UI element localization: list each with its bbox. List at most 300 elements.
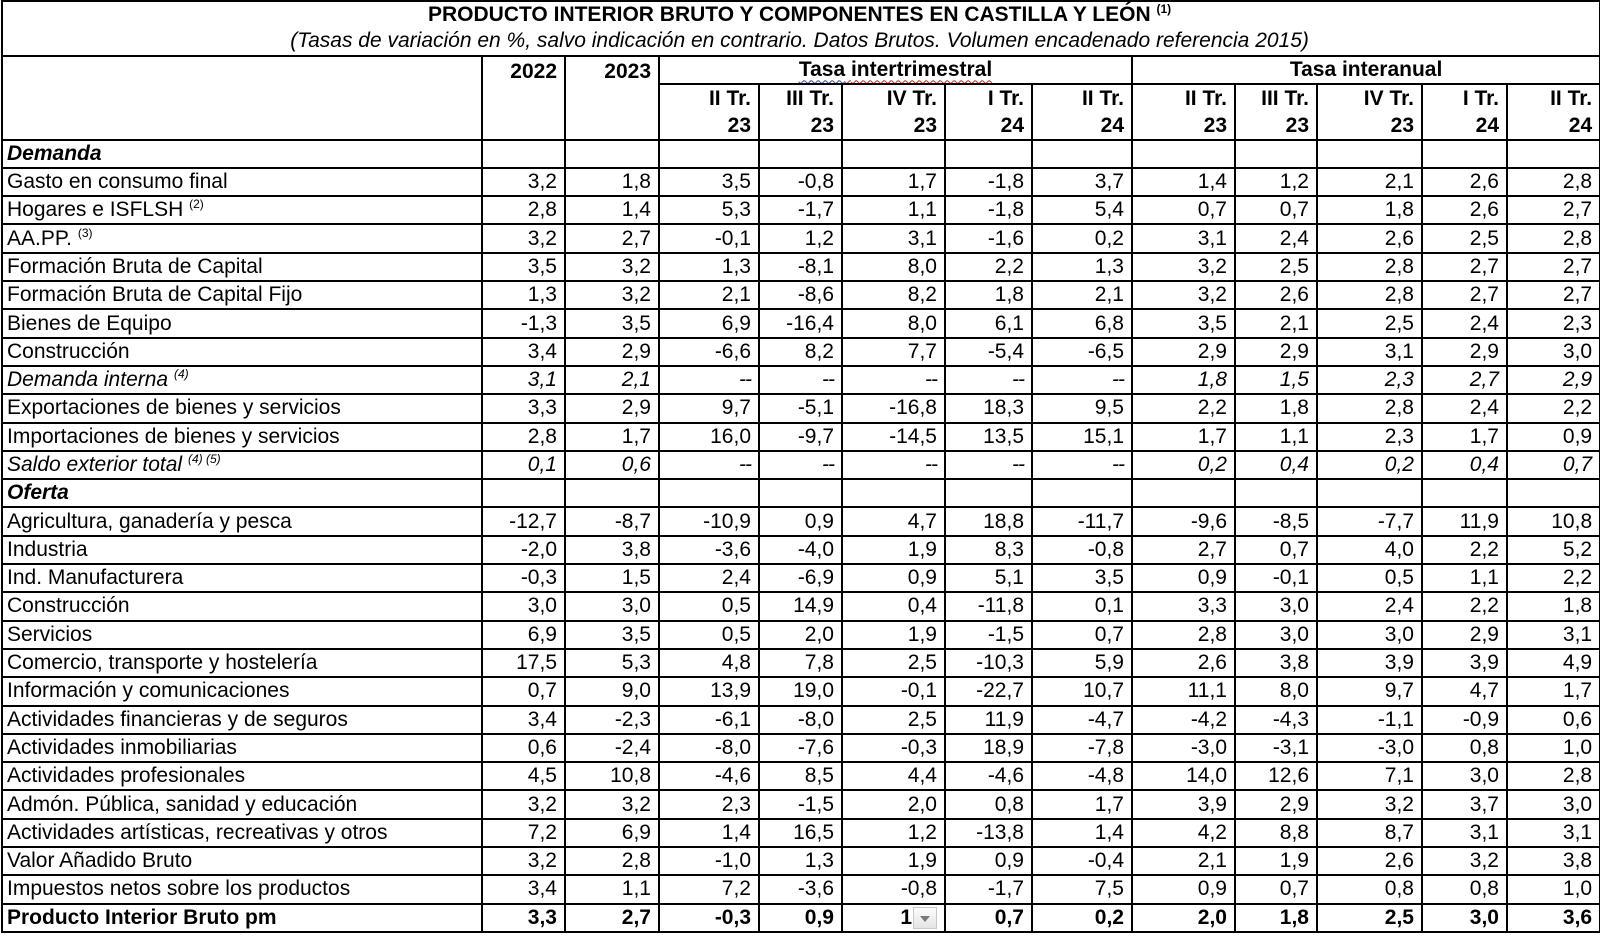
value-cell: [1132, 734, 1235, 762]
value-cell: [659, 168, 759, 196]
value-cell: [945, 649, 1032, 677]
value-text: 3,0: [1562, 339, 1593, 363]
value-cell: [759, 224, 842, 252]
value-text: 1,8: [1562, 594, 1593, 618]
value-text: 5,9: [1094, 651, 1124, 675]
table-row: [2, 423, 1600, 451]
value-cell: [1132, 649, 1235, 677]
value-text: -4,8: [1087, 764, 1124, 788]
value-cell: [1235, 168, 1317, 196]
value-text: --: [1112, 453, 1124, 476]
value-cell: [759, 253, 842, 281]
value-cell: [1032, 423, 1132, 451]
value-text: 1,9: [907, 849, 937, 873]
value-cell: [1235, 281, 1317, 309]
value-cell: [759, 168, 842, 196]
value-text: 3,1: [1562, 820, 1593, 844]
value-cell: [1317, 196, 1422, 224]
value-text: 2,6: [1469, 198, 1499, 222]
value-cell: [1235, 224, 1317, 252]
quarter-label: I Tr.: [987, 86, 1024, 110]
value-cell: [482, 592, 565, 620]
value-text: 4,9: [1562, 651, 1593, 675]
row-label: [2, 224, 482, 252]
value-text: 3,4: [527, 877, 557, 901]
value-text: -16,4: [786, 311, 834, 335]
value-text: 2,0: [907, 792, 937, 816]
value-cell: [482, 847, 565, 875]
value-cell: [1507, 196, 1600, 224]
row-label: [2, 196, 482, 224]
value-cell: [659, 394, 759, 422]
value-cell: [565, 168, 659, 196]
value-cell: [1317, 451, 1422, 479]
value-cell: [842, 168, 945, 196]
value-text: 3,0: [1562, 792, 1593, 816]
value-cell: [1032, 790, 1132, 818]
value-cell: [1032, 338, 1132, 366]
value-text: 2,9: [621, 396, 651, 420]
value-cell: [759, 309, 842, 337]
value-text: 2,4: [1469, 311, 1499, 335]
value-text: -4,0: [797, 537, 834, 561]
value-text: --: [822, 453, 834, 476]
value-text: 0,9: [994, 849, 1024, 873]
value-cell: [1032, 734, 1132, 762]
value-text: -6,6: [714, 339, 751, 363]
row-label-text: Comercio, transporte y hostelería: [7, 651, 318, 675]
table-row: [2, 196, 1600, 224]
value-text: 3,1: [1197, 226, 1227, 250]
row-label: [2, 479, 482, 507]
row-label: [2, 790, 482, 818]
quarter-label: I Tr.: [1462, 86, 1499, 110]
value-text: 3,0: [1384, 622, 1414, 646]
table-row: [2, 281, 1600, 309]
row-label: [2, 564, 482, 592]
header-group-row: [2, 56, 1600, 84]
value-cell: [945, 479, 1032, 507]
value-text: 7,5: [1094, 877, 1124, 901]
value-cell: [565, 677, 659, 705]
value-cell: [759, 875, 842, 903]
value-cell: [659, 479, 759, 507]
value-cell: [1422, 592, 1507, 620]
value-text: 12,6: [1268, 764, 1309, 788]
value-text: -10,9: [703, 509, 751, 533]
value-text: 0,8: [1384, 877, 1414, 901]
value-text: 3,7: [1469, 792, 1499, 816]
value-text: -4,6: [987, 764, 1024, 788]
value-text: 2,8: [1197, 622, 1227, 646]
value-cell: [945, 281, 1032, 309]
value-cell: [1507, 790, 1600, 818]
value-cell: [1422, 536, 1507, 564]
value-text: 5,2: [1562, 537, 1593, 561]
value-cell: [565, 649, 659, 677]
header-quarter-interanual-4: [1507, 84, 1600, 140]
value-text: 1,5: [1279, 368, 1309, 392]
value-cell: [1507, 479, 1600, 507]
table-row: [2, 592, 1600, 620]
value-text: 2,8: [1384, 283, 1414, 307]
value-text: 19,0: [793, 679, 834, 703]
value-cell: [1507, 253, 1600, 281]
value-text: 2,2: [1469, 537, 1499, 561]
value-text: 2,8: [527, 198, 557, 222]
row-label: [2, 734, 482, 762]
header-quarter-intertrimestral-3: [945, 84, 1032, 140]
row-label-text: AA.PP.: [7, 226, 72, 250]
value-cell: [1032, 621, 1132, 649]
quarter-label: III Tr.: [1261, 86, 1309, 110]
value-cell: [945, 734, 1032, 762]
value-text: -0,8: [900, 877, 937, 901]
value-cell: [1132, 507, 1235, 535]
value-text: 3,8: [1279, 651, 1309, 675]
value-text: -1,7: [797, 198, 834, 222]
header-quarter-intertrimestral-4: [1032, 84, 1132, 140]
value-cell: [1507, 762, 1600, 790]
value-cell: [565, 281, 659, 309]
row-label: [2, 366, 482, 394]
value-text: -2,3: [614, 707, 651, 731]
value-text: 1,5: [621, 566, 651, 590]
value-cell: [1235, 507, 1317, 535]
value-cell: [1507, 366, 1600, 394]
value-cell: [945, 677, 1032, 705]
value-text: 0,7: [1562, 453, 1593, 476]
value-text: 9,0: [621, 679, 651, 703]
value-text: 3,2: [621, 254, 651, 278]
value-text: 3,1: [907, 226, 937, 250]
value-text: 2,5: [1384, 311, 1414, 335]
value-text: 8,0: [907, 311, 937, 335]
value-cell: [759, 847, 842, 875]
value-text: 3,2: [1384, 792, 1414, 816]
value-text: 13,9: [710, 679, 751, 703]
value-text: 0,7: [1094, 622, 1124, 646]
value-cell: [1132, 847, 1235, 875]
value-cell: [945, 762, 1032, 790]
value-text: 3,0: [1279, 594, 1309, 618]
value-text: 3,0: [1469, 905, 1499, 929]
quarter-label: III Tr.: [786, 86, 834, 110]
value-cell: [1422, 338, 1507, 366]
value-cell: [482, 762, 565, 790]
value-text: 1,2: [1279, 170, 1309, 194]
table-row: [2, 564, 1600, 592]
value-text: 1,7: [1469, 424, 1499, 448]
value-cell: [759, 819, 842, 847]
value-cell: [1422, 621, 1507, 649]
table-row: [2, 847, 1600, 875]
value-text: 8,2: [907, 283, 937, 307]
value-cell: [759, 366, 842, 394]
value-cell: [1317, 394, 1422, 422]
value-text: 4,7: [907, 509, 937, 533]
value-text: 11,9: [1459, 509, 1499, 533]
value-cell: [842, 366, 945, 394]
value-text: -5,1: [797, 396, 834, 420]
value-text: 0,7: [1279, 537, 1309, 561]
value-cell: [1507, 649, 1600, 677]
value-text: 8,0: [907, 254, 937, 278]
row-label: [2, 451, 482, 479]
header-year-2023: 2023: [565, 56, 659, 140]
value-text: 18,8: [983, 509, 1024, 533]
value-text: 1,7: [907, 170, 937, 194]
quarter-label: II Tr.: [1184, 86, 1227, 110]
value-cell: [1132, 564, 1235, 592]
value-cell: [1317, 366, 1422, 394]
value-cell: [482, 819, 565, 847]
row-label: [2, 592, 482, 620]
value-cell: [1317, 819, 1422, 847]
value-cell: [1422, 451, 1507, 479]
value-cell: [1032, 649, 1132, 677]
value-cell: [759, 621, 842, 649]
value-text: 2,3: [1384, 424, 1414, 448]
value-text: 2,9: [1279, 792, 1309, 816]
value-cell: [1507, 621, 1600, 649]
value-text: 8,2: [804, 339, 834, 363]
value-cell: [1317, 904, 1422, 932]
value-cell: [1507, 168, 1600, 196]
value-text: 3,2: [527, 226, 557, 250]
value-text: 1,8: [1197, 368, 1227, 392]
value-text: 2,2: [1562, 396, 1593, 420]
value-cell: [945, 253, 1032, 281]
table-row: [2, 168, 1600, 196]
value-cell: [565, 904, 659, 932]
value-text: 2,8: [1384, 396, 1414, 420]
row-label-text: Servicios: [7, 622, 93, 646]
value-text: 5,4: [1094, 198, 1124, 222]
row-label: [2, 677, 482, 705]
value-text: 10,8: [1551, 509, 1593, 533]
value-text: 7,8: [804, 651, 834, 675]
row-label-text: Gasto en consumo final: [7, 170, 228, 194]
value-cell: [1235, 536, 1317, 564]
value-text: 4,2: [1197, 820, 1227, 844]
header-quarter-intertrimestral-2: [842, 84, 945, 140]
value-cell: [759, 196, 842, 224]
value-cell: [759, 479, 842, 507]
value-cell: [1317, 649, 1422, 677]
footnote-marker: (3): [77, 225, 93, 240]
value-text: 5,3: [721, 198, 751, 222]
value-cell: [1235, 875, 1317, 903]
value-cell: [1317, 479, 1422, 507]
value-cell: [759, 790, 842, 818]
footnote-marker: (4) (5): [187, 452, 221, 466]
value-text: 1: [900, 905, 912, 929]
value-text: 15,1: [1083, 424, 1124, 448]
value-cell: [1032, 677, 1132, 705]
value-cell: [565, 592, 659, 620]
value-cell: [945, 706, 1032, 734]
value-cell: [1032, 281, 1132, 309]
value-cell: [1235, 394, 1317, 422]
row-label-text: Producto Interior Bruto pm: [7, 905, 277, 929]
value-text: 3,1: [1562, 622, 1593, 646]
value-cell: [659, 706, 759, 734]
value-cell: [1317, 706, 1422, 734]
value-text: 0,7: [527, 679, 557, 703]
value-cell: [1235, 196, 1317, 224]
value-text: 0,9: [1197, 566, 1227, 590]
value-cell: [1032, 592, 1132, 620]
value-cell: [759, 451, 842, 479]
value-cell: [659, 677, 759, 705]
value-text: 7,1: [1384, 764, 1414, 788]
value-text: -12,7: [509, 509, 557, 533]
value-cell: [1235, 847, 1317, 875]
value-text: 16,5: [793, 820, 834, 844]
value-text: 2,5: [1384, 905, 1414, 929]
value-text: 14,9: [793, 594, 834, 618]
quarter-year: 23: [1390, 113, 1414, 137]
value-text: 1,1: [1469, 566, 1499, 590]
value-cell: [842, 592, 945, 620]
header-label-cell: [2, 56, 482, 140]
value-text: 0,9: [804, 509, 834, 533]
value-text: -0,1: [714, 226, 751, 250]
value-text: 3,9: [1197, 792, 1227, 816]
value-text: 2,1: [1197, 849, 1227, 873]
value-text: -2,4: [614, 735, 651, 759]
value-cell: [565, 423, 659, 451]
value-cell: [842, 309, 945, 337]
value-text: 0,9: [1197, 877, 1227, 901]
value-text: 1,3: [804, 849, 834, 873]
row-label: [2, 140, 482, 168]
value-text: 2,5: [1279, 254, 1309, 278]
quarter-label: IV Tr.: [1363, 86, 1414, 110]
table-row: [2, 706, 1600, 734]
value-cell: [1032, 366, 1132, 394]
footnote-marker: (4): [173, 367, 189, 382]
value-text: 2,8: [1562, 764, 1593, 788]
value-text: 1,8: [994, 283, 1024, 307]
value-text: 6,9: [527, 622, 557, 646]
value-cell: [842, 140, 945, 168]
value-cell: [1132, 168, 1235, 196]
value-cell: [842, 507, 945, 535]
value-text: -0,1: [1272, 566, 1309, 590]
table-row: [2, 536, 1600, 564]
title-footnote: (1): [1156, 2, 1172, 17]
value-cell: [1317, 224, 1422, 252]
pib-table: [1, 0, 1600, 933]
value-cell: [1235, 309, 1317, 337]
value-cell: [1235, 790, 1317, 818]
value-cell: [565, 224, 659, 252]
value-cell: [1422, 847, 1507, 875]
value-cell: [1507, 309, 1600, 337]
value-text: 1,8: [1279, 396, 1309, 420]
value-text: -1,5: [797, 792, 834, 816]
chevron-down-icon[interactable]: [913, 907, 937, 929]
value-text: -5,4: [987, 339, 1024, 363]
value-cell: [1507, 819, 1600, 847]
value-text: 2,7: [621, 905, 651, 929]
header-quarter-interanual-2: [1317, 84, 1422, 140]
value-text: 17,5: [516, 651, 557, 675]
value-text: 4,4: [907, 764, 937, 788]
value-text: -13,8: [976, 820, 1024, 844]
value-cell: [1507, 904, 1600, 932]
value-cell: [1032, 168, 1132, 196]
value-cell: [565, 309, 659, 337]
value-cell: [659, 847, 759, 875]
value-text: -0,1: [900, 679, 937, 703]
value-cell: [1132, 394, 1235, 422]
value-cell: [1132, 338, 1235, 366]
table-row: [2, 875, 1600, 903]
value-cell: [1032, 394, 1132, 422]
value-cell: [659, 621, 759, 649]
value-text: 2,8: [1562, 226, 1593, 250]
row-label-text: Exportaciones de bienes y servicios: [7, 396, 341, 420]
value-cell: [1235, 479, 1317, 507]
value-cell: [1235, 253, 1317, 281]
value-text: 2,7: [1197, 537, 1227, 561]
value-text: -0,3: [714, 905, 751, 929]
value-text: 6,9: [721, 311, 751, 335]
value-text: 0,7: [1197, 198, 1227, 222]
table-subtitle: (Tasas de variación en %, salvo indicación en contrario. Datos Brutos. Volumen encadenado referencia 2015): [2, 28, 1600, 55]
value-cell: [1422, 819, 1507, 847]
value-cell: [1132, 904, 1235, 932]
value-cell: [842, 677, 945, 705]
value-text: -1,0: [714, 849, 751, 873]
value-text: 10,8: [610, 764, 651, 788]
value-text: 11,9: [984, 707, 1024, 731]
value-text: 2,4: [1279, 226, 1309, 250]
value-cell: [1132, 224, 1235, 252]
value-text: 1,7: [621, 424, 651, 448]
value-text: 3,4: [527, 707, 557, 731]
value-cell: [1235, 706, 1317, 734]
value-cell: [659, 790, 759, 818]
value-cell: [1422, 507, 1507, 535]
value-cell: [945, 394, 1032, 422]
value-cell: [565, 366, 659, 394]
value-cell: [659, 649, 759, 677]
value-text: -3,1: [1272, 735, 1309, 759]
value-text: 2,7: [621, 226, 651, 250]
value-text: 1,3: [1094, 254, 1124, 278]
value-cell: [565, 706, 659, 734]
quarter-label: II Tr.: [708, 86, 751, 110]
row-label-text: Ind. Manufacturera: [7, 566, 184, 590]
value-text: 0,5: [721, 594, 751, 618]
value-cell: [1235, 904, 1317, 932]
value-cell: [482, 536, 565, 564]
row-label-text: Demanda: [7, 141, 102, 165]
value-text: 1,4: [1094, 820, 1124, 844]
value-text: 6,9: [621, 820, 651, 844]
value-cell: [945, 875, 1032, 903]
value-cell: [659, 819, 759, 847]
value-cell: [565, 338, 659, 366]
row-label-text: Impuestos netos sobre los productos: [7, 877, 351, 901]
value-text: 2,7: [1469, 368, 1499, 392]
value-cell: [1507, 536, 1600, 564]
value-text: -3,6: [797, 877, 834, 901]
